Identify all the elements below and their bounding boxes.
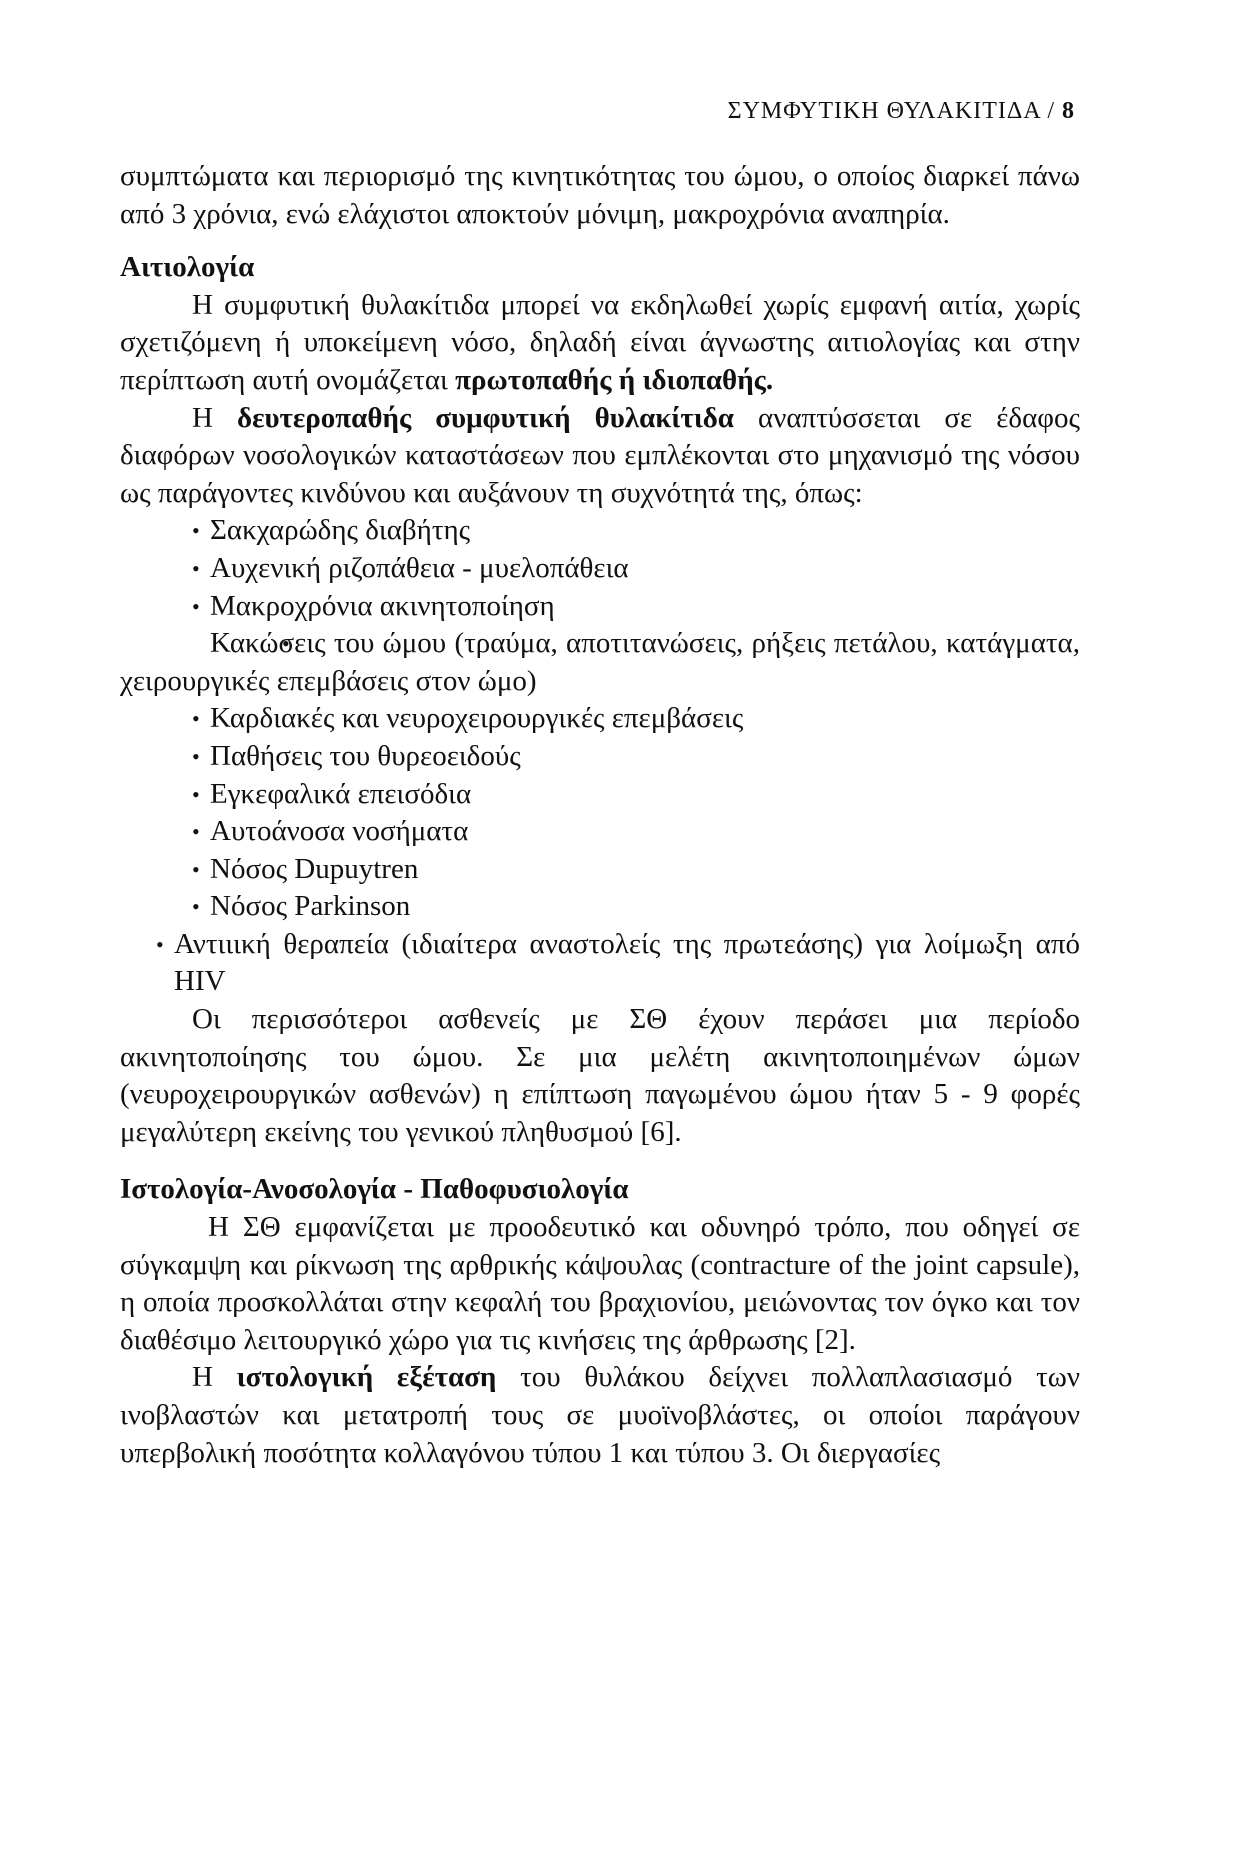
header-separator: / (1047, 98, 1055, 124)
page-number: 8 (1062, 98, 1075, 124)
list-item: • Σακχαρώδης διαβήτης (120, 512, 1080, 550)
page-body (120, 158, 1080, 1472)
histology-paragraph-1: Η ΣΘ εμφανίζεται με προοδευτικό και οδυνηρό τρόπο, που οδηγεί σε σύγκαμψη και ρίκνωση της αρθρικής κάψουλας (contracture of the joint capsule), η οποία προσκολλάται στην κεφαλή του βραχιονίου, μειώνοντας τον όγκο και τον διαθέσιμο λειτουργικό χώρο για τις κινήσεις της άρθρωσης [2]. (120, 1211, 1080, 1356)
histology-paragraph-2-text: του θυλάκου δείχνει πολλαπλασιασμό των ινοβλαστών και μετατροπή τους σε μυοϊνοβλάστες, οι οποίοι παράγουν υπερβολική ποσότητα κολλαγόνου τύπου 1 και τύπου 3. Οι διεργασίες (120, 1361, 1080, 1469)
etiology-paragraph-2 (120, 400, 1080, 513)
list-item: • Νόσος Dupuytren (120, 851, 1080, 889)
risk-factor-list (120, 512, 1080, 1001)
histology-paragraph-2-bold: ιστολογική εξέταση (236, 1361, 497, 1394)
list-item: • Εγκεφαλικά επεισόδια (120, 776, 1080, 814)
histology-paragraph-2-start: Η (192, 1361, 237, 1394)
list-item: • Καρδιακές και νευροχειρουργικές επεμβάσεις (120, 700, 1080, 738)
running-header (728, 98, 1075, 125)
etiology-paragraph-2-start: Η (192, 401, 238, 434)
etiology-paragraph-1-text: Η συμφυτική θυλακίτιδα μπορεί να εκδηλωθεί χωρίς εμφανή αιτία, χωρίς σχετιζόμενη ή υποκείμενη νόσο, δηλαδή είναι άγνωστης αιτιολογίας και στην περίπτωση αυτή ονομάζεται (120, 288, 1080, 396)
intro-paragraph: συμπτώματα και περιορισμό της κινητικότητας του ώμου, ο οποίος διαρκεί πάνω από 3 χρόνια, ενώ ελάχιστοι αποκτούν μόνιμη, μακροχρόνια αναπηρία. (120, 160, 1080, 230)
etiology-paragraph-2-bold: δευτεροπαθής συμφυτική θυλακίτιδα (237, 401, 734, 434)
list-item: • Μακροχρόνια ακινητοποίηση (120, 588, 1080, 626)
list-item: • Κακώσεις του ώμου (τραύμα, αποτιτανώσεις, ρήξεις πετάλου, κατάγματα, χειρουργικές επεμβάσεις στον ώμο) (120, 625, 1080, 700)
list-item: • Παθήσεις του θυρεοειδούς (120, 738, 1080, 776)
etiology-paragraph-2-text: αναπτύσσεται σε έδαφος διαφόρων νοσολογικών καταστάσεων που εμπλέκονται στο μηχανισμό της νόσου ως παράγοντες κινδύνου και αυξάνουν τη συχνότητά της, όπως: (120, 401, 1080, 509)
section-heading-etiology: Αιτιολογία (120, 251, 255, 284)
etiology-paragraph-1-bold: πρωτοπαθής ή ιδιοπαθής. (455, 363, 774, 396)
list-item: • Αυτοάνοσα νοσήματα (120, 813, 1080, 851)
section-heading-histology: Ιστολογία-Ανοσολογία - Παθοφυσιολογία (120, 1173, 629, 1206)
etiology-paragraph-1 (120, 287, 1080, 400)
list-item: • Αντιιική θεραπεία (ιδιαίτερα αναστολείς της πρωτεάσης) για λοίμωξη από HIV (120, 926, 1080, 1001)
list-item: • Αυχενική ριζοπάθεια - μυελοπάθεια (120, 550, 1080, 588)
list-item: • Νόσος Parkinson (120, 888, 1080, 926)
running-title: ΣΥΜΦΥΤΙΚΗ ΘΥΛΑΚΙΤΙΔΑ (727, 98, 1041, 124)
histology-paragraph-2 (120, 1359, 1080, 1472)
etiology-paragraph-3: Οι περισσότεροι ασθενείς με ΣΘ έχουν περάσει μια περίοδο ακινητοποίησης του ώμου. Σε μια μελέτη ακινητοποιημένων ώμων (νευροχειρουργικών ασθενών) η επίπτωση παγωμένου ώμου ήταν 5 - 9 φορές μεγαλύτερη εκείνης του γενικού πληθυσμού [6]. (120, 1003, 1080, 1148)
